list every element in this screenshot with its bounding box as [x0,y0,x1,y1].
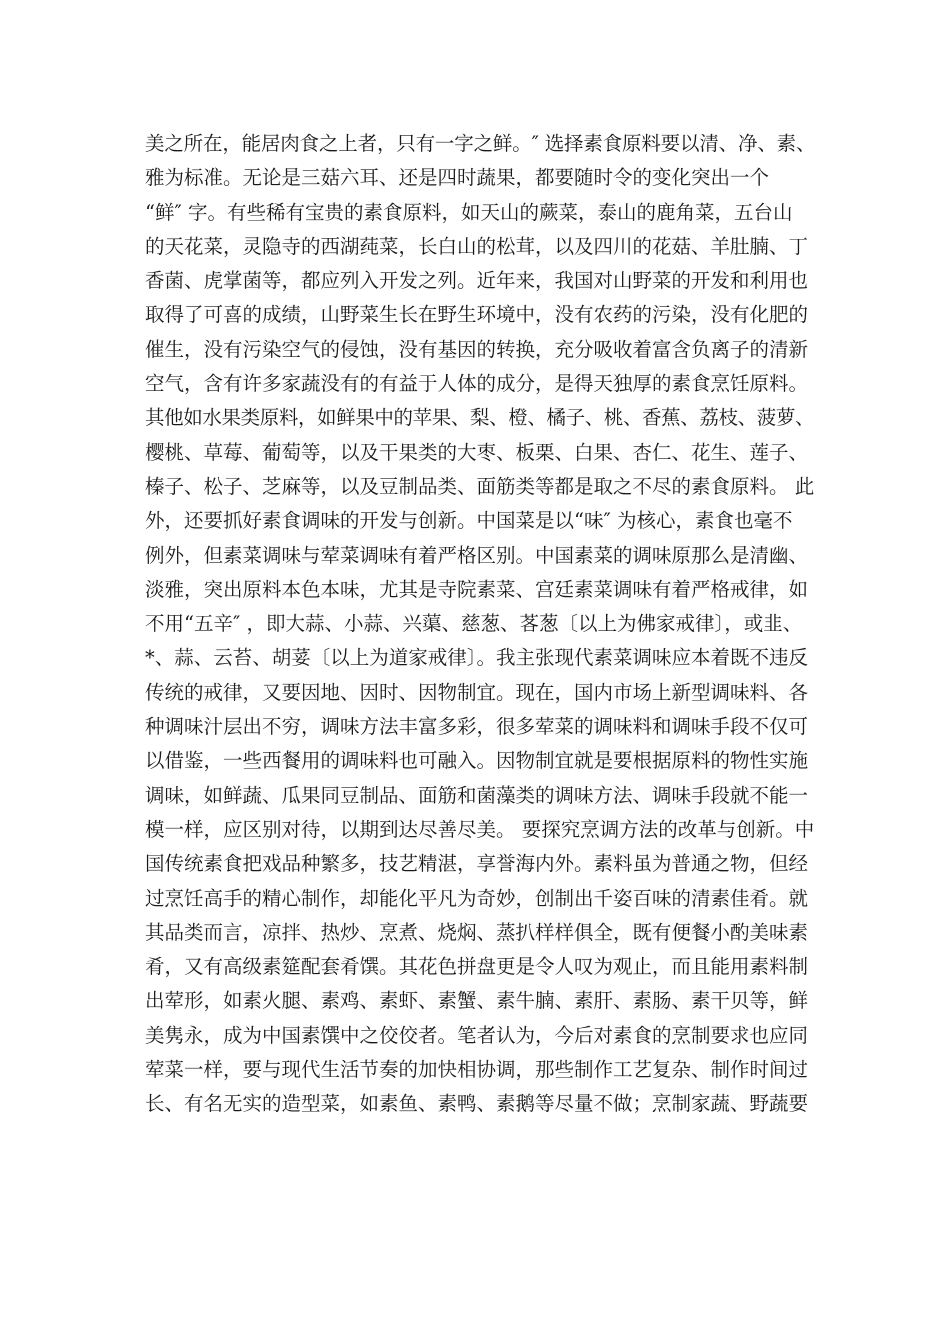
text-line: *、蒜、云苔、胡荽〔以上为道家戒律〕。我主张现代素菜调味应本着既不违反 [145,646,809,670]
text-line: 传统的戒律，又要因地、因时、因物制宜。现在，国内市场上新型调味料、各 [145,680,809,704]
text-line: 过烹饪高手的精心制作，却能化平凡为奇妙，创制出千姿百味的清素佳肴。就 [145,886,809,910]
text-line: 不用“五辛″ ，即大蒜、小蒜、兴蕖、慈葱、茖葱〔以上为佛家戒律〕，或韭、 [145,612,803,636]
text-line: 国传统素食把戏品种繁多，技艺精湛，享誉海内外。素料虽为普通之物，但经 [145,852,809,876]
text-line: 模一样，应区别对待，以期到达尽善尽美。 要探究烹调方法的改革与创新。中 [145,817,815,841]
text-line: 雅为标准。无论是三菇六耳、还是四时蔬果，都要随时令的变化突出一个 [145,166,770,190]
text-line: 长、有名无实的造型菜，如素鱼、素鸭、素鹅等尽量不做；烹制家蔬、野蔬要 [145,1092,809,1116]
text-line: 淡雅，突出原料本色本味，尤其是寺院素菜、宫廷素菜调味有着严格戒律，如 [145,577,809,601]
text-line: 例外，但素菜调味与荤菜调味有着严格区别。中国素菜的调味原那么是清幽、 [145,543,809,567]
text-line: 榛子、松子、芝麻等，以及豆制品类、面筋类等都是取之不尽的素食原料。 此 [145,474,815,498]
text-line: “鲜″ 字。有些稀有宝贵的素食原料，如天山的蕨菜，泰山的鹿角菜，五台山 [145,200,793,224]
text-line: 的天花菜，灵隐寺的西湖莼菜，长白山的松茸，以及四川的花菇、羊肚腩、丁 [145,234,809,258]
text-line: 外，还要抓好素食调味的开发与创新。中国菜是以“味″ 为核心，素食也毫不 [145,509,793,533]
text-line: 空气，含有许多家蔬没有的有益于人体的成分，是得天独厚的素食烹饪原料。 [145,372,809,396]
text-line: 出荤形，如素火腿、素鸡、素虾、素蟹、素牛腩、素肝、素肠、素干贝等，鲜 [145,989,809,1013]
text-line: 催生，没有污染空气的侵蚀，没有基因的转换，充分吸收着富含负离子的清新 [145,337,809,361]
text-line: 种调味汁层出不穷，调味方法丰富多彩，很多荤菜的调味料和调味手段不仅可 [145,715,809,739]
text-line: 美隽永，成为中国素馔中之佼佼者。笔者认为，今后对素食的烹制要求也应同 [145,1023,809,1047]
text-line: 以借鉴，一些西餐用的调味料也可融入。因物制宜就是要根据原料的物性实施 [145,749,809,773]
body-text [145,127,815,1122]
text-line: 荤菜一样，要与现代生活节奏的加快相协调，那些制作工艺复杂、制作时间过 [145,1058,809,1082]
text-line: 肴，又有高级素筵配套肴馔。其花色拼盘更是令人叹为观止，而且能用素料制 [145,955,809,979]
text-line: 樱桃、草莓、葡萄等，以及干果类的大枣、板栗、白果、杏仁、花生、莲子、 [145,440,809,464]
text-line: 美之所在，能居肉食之上者，只有一字之鲜。″ 选择素食原料要以清、净、素、 [145,132,815,155]
text-line: 其品类而言，凉拌、热炒、烹煮、烧焖、蒸扒样样俱全，既有便餐小酌美味素 [145,920,809,944]
text-line: 取得了可喜的成绩，山野菜生长在野生环境中，没有农药的污染，没有化肥的 [145,303,809,327]
text-line: 其他如水果类原料，如鲜果中的苹果、梨、橙、橘子、桃、香蕉、荔枝、菠萝、 [145,406,815,430]
text-line: 调味，如鲜蔬、瓜果同豆制品、面筋和菌藻类的调味方法、调味手段就不能一 [145,783,809,807]
text-line: 香菌、虎掌菌等，都应列入开发之列。近年来，我国对山野菜的开发和利用也 [145,269,809,293]
